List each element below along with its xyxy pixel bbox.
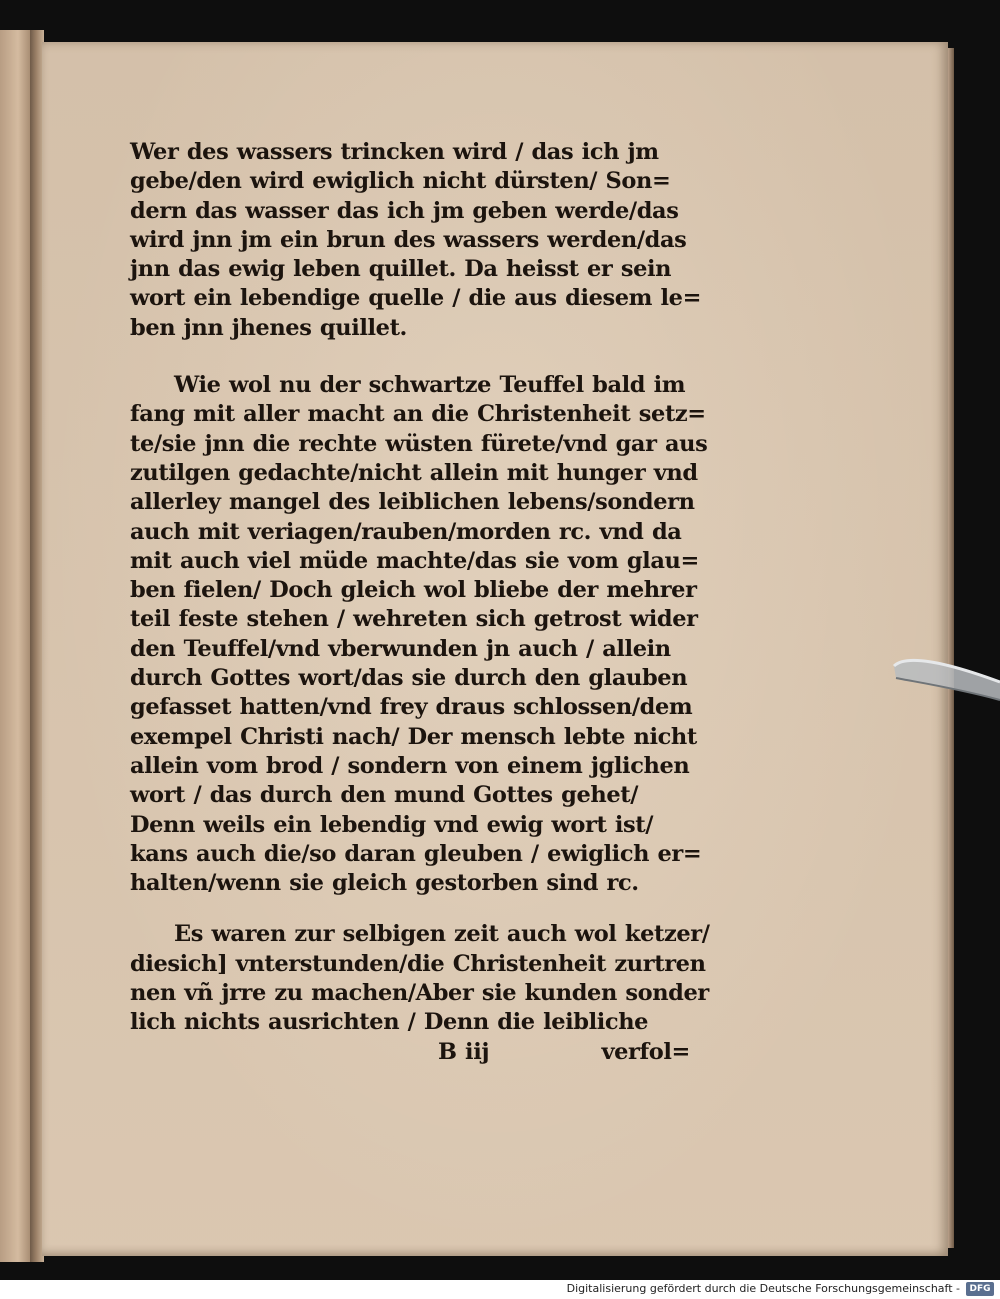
signature-mark: B iij bbox=[438, 1038, 490, 1065]
text-line: den Teuffel/vnd vberwunden jn auch / allein bbox=[130, 635, 671, 662]
paragraph-3 bbox=[130, 920, 710, 1037]
signature-line bbox=[130, 1038, 690, 1067]
text-line: exempel Christi nach/ Der mensch lebte nicht bbox=[130, 723, 697, 750]
text-line: nen vñ jrre zu machen/Aber sie kunden sonder bbox=[130, 980, 709, 1007]
text-line: mit auch viel müde machte/das sie vom glau= bbox=[130, 547, 699, 574]
text-line: Denn weils ein lebendig vnd ewig wort ist/ bbox=[130, 811, 654, 838]
text-line: teil feste stehen / wehreten sich getrost wider bbox=[130, 606, 698, 633]
funding-notice: Digitalisierung gefördert durch die Deutsche Forschungsgemeinschaft - bbox=[566, 1282, 960, 1295]
page-text bbox=[130, 138, 710, 1067]
text-line: diesich] vnterstunden/die Christenheit zurtren bbox=[130, 950, 706, 977]
text-line: kans auch die/so daran gleuben / ewiglich er= bbox=[130, 840, 702, 867]
text-line: allerley mangel des leiblichen lebens/sondern bbox=[130, 489, 695, 516]
text-line: fang mit aller macht an die Christenheit setz= bbox=[130, 401, 706, 428]
footer-bar bbox=[0, 1280, 1000, 1299]
text-line: gefasset hatten/vnd frey draus schlossen/dem bbox=[130, 694, 693, 721]
paragraph-1 bbox=[130, 138, 702, 343]
text-line: wort / das durch den mund Gottes gehet/ bbox=[130, 782, 639, 809]
text-line: gebe/den wird ewiglich nicht dürsten/ Son= bbox=[130, 168, 671, 195]
text-line: wird jnn jm ein brun des wassers werden/das bbox=[130, 226, 687, 253]
text-line: Wie wol nu der schwartze Teuffel bald im bbox=[174, 372, 686, 399]
text-line: Wer des wassers trincken wird / das ich jm bbox=[130, 139, 659, 165]
text-line: durch Gottes wort/das sie durch den glauben bbox=[130, 665, 688, 692]
text-line: wort ein lebendige quelle / die aus diesem le= bbox=[130, 285, 702, 312]
bookmark-tab bbox=[886, 648, 1000, 704]
catchword: verfol= bbox=[601, 1038, 690, 1065]
text-line: ben jnn jhenes quillet. bbox=[130, 314, 407, 341]
text-line: ben fielen/ Doch gleich wol bliebe der mehrer bbox=[130, 577, 697, 604]
text-line: te/sie jnn die rechte wüsten fürete/vnd gar aus bbox=[130, 430, 708, 457]
text-line: jnn das ewig leben quillet. Da heisst er sein bbox=[130, 256, 672, 283]
text-line: lich nichts ausrichten / Denn die leibliche bbox=[130, 1009, 649, 1036]
text-line: zutilgen gedachte/nicht allein mit hunger vnd bbox=[130, 459, 698, 486]
previous-page-edge bbox=[0, 30, 30, 1262]
dfg-logo: DFG bbox=[966, 1282, 994, 1296]
text-line: halten/wenn sie gleich gestorben sind rc. bbox=[130, 870, 639, 897]
text-line: auch mit veriagen/rauben/morden rc. vnd da bbox=[130, 518, 682, 545]
text-line: Es waren zur selbigen zeit auch wol ketzer/ bbox=[174, 921, 710, 948]
text-line: allein vom brod / sondern von einem jglichen bbox=[130, 752, 690, 779]
paragraph-2 bbox=[130, 371, 708, 898]
text-line: dern das wasser das ich jm geben werde/das bbox=[130, 197, 679, 224]
